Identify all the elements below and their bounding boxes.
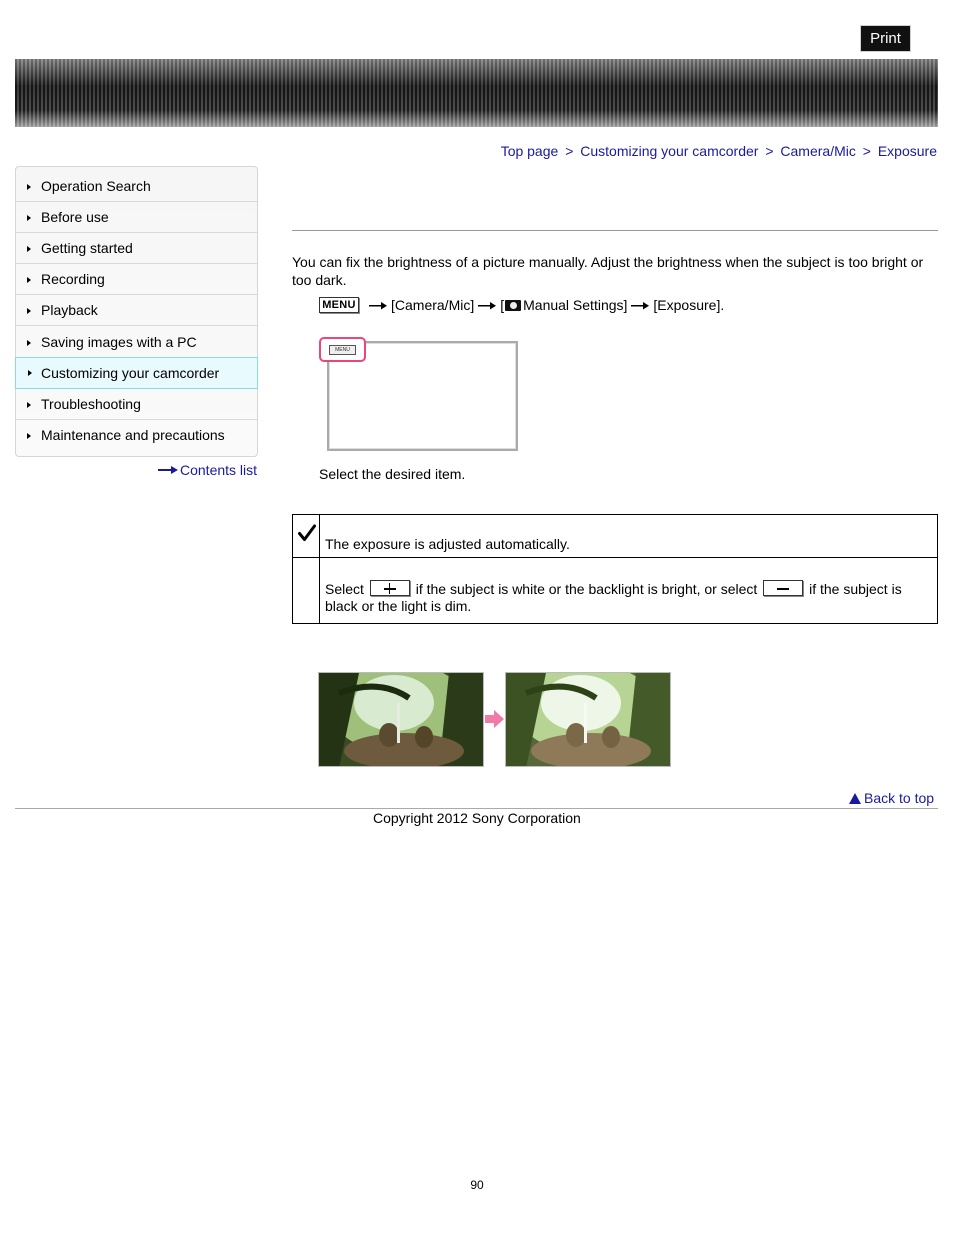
breadcrumb-separator: > (765, 143, 774, 159)
menu-button-icon: MENU (329, 345, 356, 355)
breadcrumb-exposure[interactable]: Exposure (877, 143, 937, 159)
footer-divider (15, 808, 938, 809)
menu-highlight (319, 337, 366, 362)
minus-button-icon (763, 580, 803, 596)
sidebar-item-customizing[interactable] (15, 357, 258, 389)
option-auto-text: The exposure is adjusted automatically. (325, 536, 570, 552)
sidebar-item-label: Operation Search (41, 178, 151, 194)
menu-button-icon: MENU (319, 297, 359, 313)
triangle-right-icon (27, 433, 31, 439)
breadcrumb-separator: > (862, 143, 871, 159)
check-icon (298, 524, 316, 542)
options-table (292, 514, 938, 624)
sidebar-item-troubleshooting[interactable] (16, 389, 257, 420)
step-bracket: [ (500, 297, 505, 313)
triangle-right-icon (27, 308, 31, 314)
step-manual-settings: Manual Settings] (523, 297, 628, 313)
option-manual-text (325, 580, 931, 615)
sidebar-item-playback[interactable] (16, 295, 257, 326)
table-cell-icon (293, 515, 320, 557)
sidebar-item-before-use[interactable] (16, 202, 257, 233)
breadcrumb-customizing[interactable]: Customizing your camcorder (580, 143, 759, 159)
select-instruction: Select the desired item. (319, 466, 466, 482)
arrow-right-icon (369, 301, 387, 311)
print-button[interactable]: Print (860, 25, 911, 52)
triangle-right-icon (27, 215, 31, 221)
photo-before (318, 672, 484, 767)
triangle-right-icon (27, 402, 31, 408)
breadcrumb-camera-mic[interactable]: Camera/Mic (780, 143, 856, 159)
sidebar-item-recording[interactable] (16, 264, 257, 295)
sidebar-item-label: Customizing your camcorder (41, 365, 220, 381)
title-divider (292, 230, 938, 231)
sidebar-item-operation-search[interactable] (16, 171, 257, 202)
menu-step (319, 297, 724, 313)
contents-list-link[interactable] (158, 462, 257, 478)
back-to-top-label: Back to top (864, 790, 935, 806)
photo-after (505, 672, 671, 767)
table-row (293, 515, 937, 558)
breadcrumb-separator: > (565, 143, 574, 159)
table-row (293, 558, 937, 623)
plus-button-icon (370, 580, 410, 596)
breadcrumb (501, 143, 937, 159)
sidebar-item-label: Recording (41, 271, 105, 287)
back-to-top-icon (849, 793, 861, 804)
option-manual-mid: if the subject is white or the backlight is bright, or select (415, 581, 758, 597)
intro-text: You can fix the brightness of a picture manually. Adjust the brightness when the subject is too bright or too dark. (292, 254, 924, 288)
option-manual-pre: Select (325, 581, 364, 597)
sidebar-item-label: Playback (41, 302, 98, 318)
triangle-right-icon (27, 184, 31, 190)
sidebar-item-saving-images[interactable] (16, 327, 257, 358)
contents-list-label: Contents list (180, 462, 258, 478)
sidebar-item-label: Maintenance and precautions (41, 427, 225, 443)
sidebar-item-getting-started[interactable] (16, 233, 257, 264)
copyright-text: Copyright 2012 Sony Corporation (373, 810, 581, 826)
sidebar-item-label: Troubleshooting (41, 396, 141, 412)
sidebar-item-label: Saving images with a PC (41, 334, 197, 350)
triangle-right-icon (28, 370, 32, 376)
contents-list-icon (158, 466, 178, 474)
triangle-right-icon (27, 246, 31, 252)
triangle-right-icon (27, 340, 31, 346)
step-exposure: [Exposure]. (653, 297, 725, 313)
arrow-right-icon (485, 710, 505, 728)
triangle-right-icon (27, 277, 31, 283)
search-link[interactable]: Search (791, 29, 839, 46)
page-header (15, 59, 938, 127)
step-camera-mic: [Camera/Mic] (391, 297, 475, 313)
back-to-top-link[interactable] (849, 790, 934, 806)
sidebar-item-label: Before use (41, 209, 109, 225)
sidebar-nav (15, 166, 258, 457)
sidebar-item-label: Getting started (41, 240, 133, 256)
camera-icon (505, 300, 521, 311)
breadcrumb-top-page[interactable]: Top page (500, 143, 559, 159)
arrow-right-icon (631, 301, 649, 311)
sidebar-item-maintenance[interactable] (16, 420, 257, 451)
table-cell-icon (293, 558, 320, 623)
page-number: 90 (470, 1178, 484, 1192)
arrow-right-icon (478, 301, 496, 311)
option-manual-post: if the subject is black or the light is dim. (325, 581, 902, 614)
